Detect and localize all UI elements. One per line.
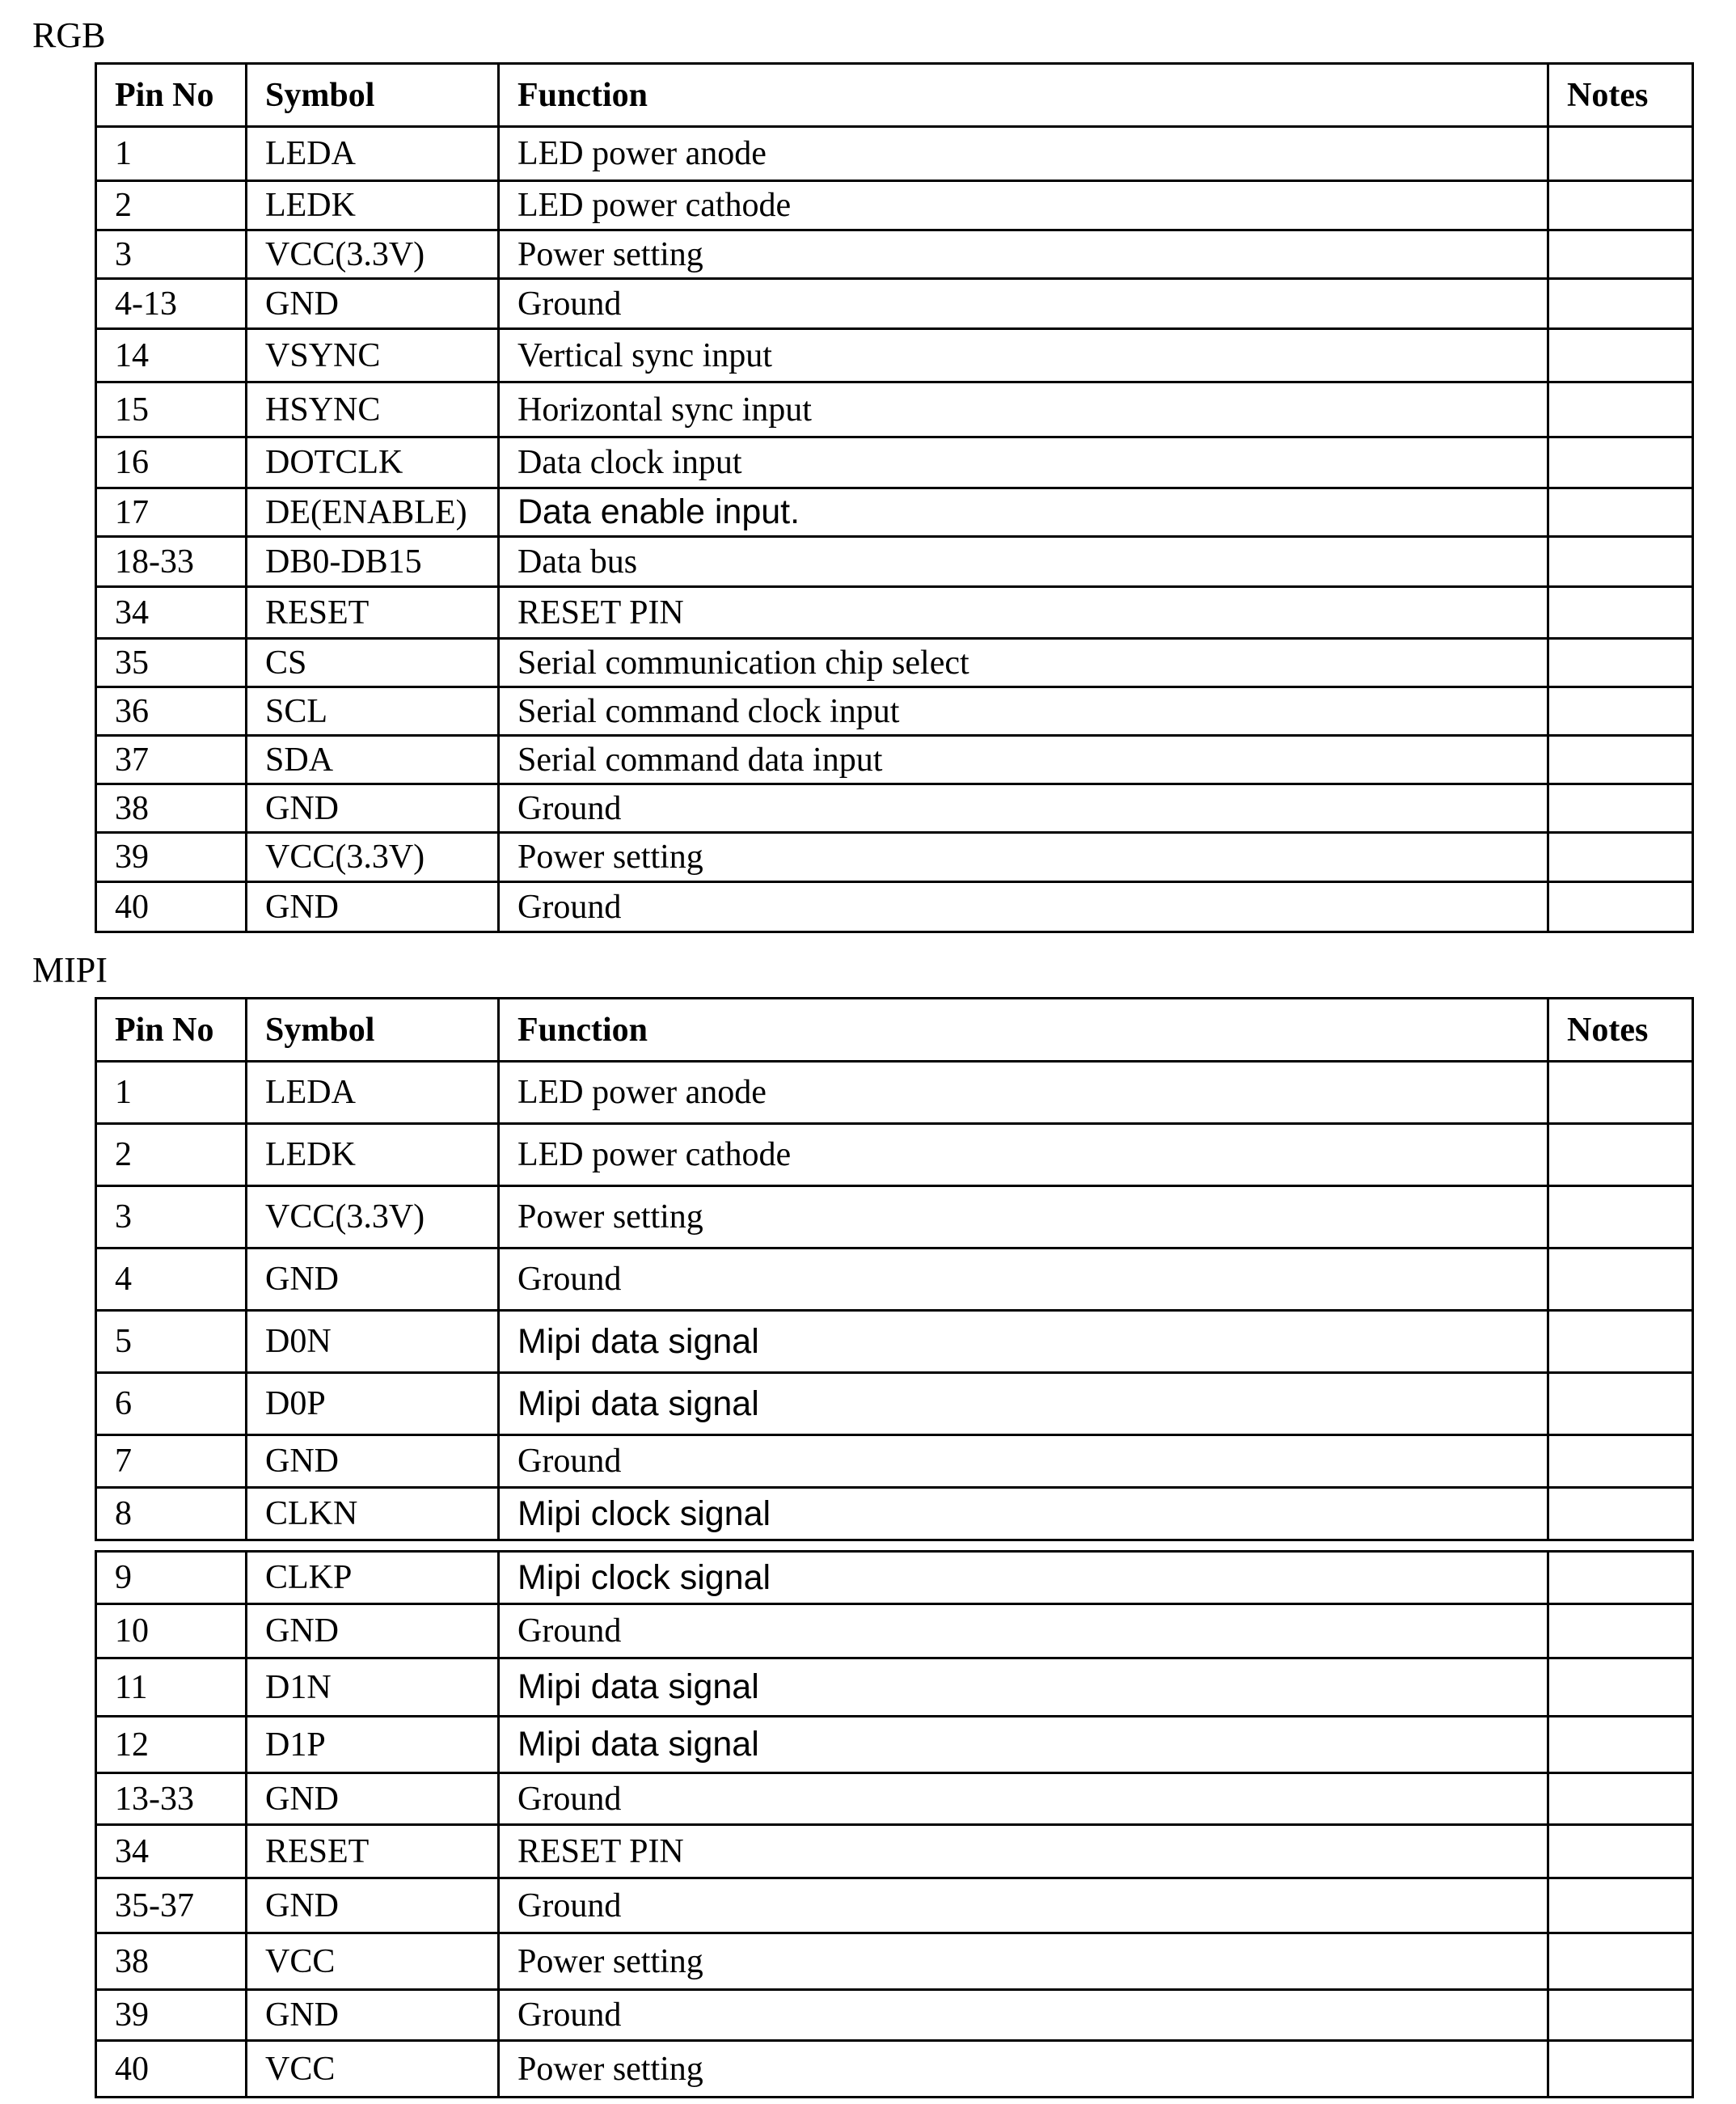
cell-pin: 34 [96, 1825, 247, 1878]
cell-pin: 2 [96, 1124, 247, 1186]
cell-symbol: D1P [247, 1717, 499, 1773]
col-header-symbol: Symbol [247, 64, 499, 127]
cell-function: Ground [499, 1248, 1548, 1311]
cell-function: LED power cathode [499, 181, 1548, 230]
table-row [96, 1773, 1693, 1825]
cell-pin: 4 [96, 1248, 247, 1311]
cell-notes [1548, 1717, 1693, 1773]
cell-pin: 7 [96, 1435, 247, 1488]
cell-notes [1548, 736, 1693, 784]
cell-symbol: DE(ENABLE) [247, 488, 499, 537]
cell-function: Ground [499, 784, 1548, 833]
table-row [96, 1311, 1693, 1373]
cell-symbol: LEDK [247, 1124, 499, 1186]
cell-notes [1548, 279, 1693, 329]
cell-function: Ground [499, 279, 1548, 329]
table-row [96, 1717, 1693, 1773]
cell-symbol: GND [247, 279, 499, 329]
table-header-row [96, 64, 1693, 127]
cell-function: Power setting [499, 2041, 1548, 2098]
mipi-table-body-continued [96, 1552, 1693, 2098]
cell-symbol: VCC [247, 1933, 499, 1990]
col-header-pin: Pin No [96, 64, 247, 127]
cell-pin: 40 [96, 2041, 247, 2098]
cell-notes [1548, 230, 1693, 279]
cell-pin: 17 [96, 488, 247, 537]
cell-function: Serial communication chip select [499, 639, 1548, 687]
cell-notes [1548, 1658, 1693, 1717]
cell-pin: 8 [96, 1488, 247, 1540]
col-header-symbol: Symbol [247, 999, 499, 1062]
cell-pin: 1 [96, 1062, 247, 1124]
mipi-section-title: MIPI [32, 950, 108, 990]
cell-notes [1548, 882, 1693, 932]
cell-notes [1548, 1933, 1693, 1990]
cell-pin: 37 [96, 736, 247, 784]
cell-function: Serial command clock input [499, 687, 1548, 736]
cell-symbol: GND [247, 1604, 499, 1658]
col-header-pin: Pin No [96, 999, 247, 1062]
cell-symbol: DOTCLK [247, 437, 499, 488]
cell-symbol: VCC(3.3V) [247, 230, 499, 279]
col-header-function: Function [499, 999, 1548, 1062]
table-row [96, 488, 1693, 537]
mipi-pin-table [95, 997, 1694, 1541]
table-row [96, 639, 1693, 687]
cell-symbol: RESET [247, 1825, 499, 1878]
cell-notes [1548, 1488, 1693, 1540]
rgb-table-body [96, 127, 1693, 932]
table-row [96, 382, 1693, 437]
cell-notes [1548, 537, 1693, 587]
cell-notes [1548, 1552, 1693, 1604]
cell-symbol: GND [247, 1435, 499, 1488]
table-row [96, 1124, 1693, 1186]
table-row [96, 1488, 1693, 1540]
cell-symbol: SDA [247, 736, 499, 784]
table-row [96, 1825, 1693, 1878]
cell-pin: 6 [96, 1373, 247, 1435]
cell-pin: 14 [96, 329, 247, 382]
cell-symbol: DB0-DB15 [247, 537, 499, 587]
cell-function: Mipi clock signal [499, 1552, 1548, 1604]
cell-symbol: HSYNC [247, 382, 499, 437]
cell-pin: 39 [96, 1990, 247, 2041]
cell-notes [1548, 1435, 1693, 1488]
rgb-pin-table [95, 62, 1694, 933]
cell-notes [1548, 833, 1693, 882]
cell-pin: 16 [96, 437, 247, 488]
cell-pin: 2 [96, 181, 247, 230]
cell-function: Data bus [499, 537, 1548, 587]
cell-symbol: D0N [247, 1311, 499, 1373]
cell-symbol: SCL [247, 687, 499, 736]
cell-function: Mipi data signal [499, 1311, 1548, 1373]
cell-notes [1548, 127, 1693, 181]
cell-notes [1548, 437, 1693, 488]
cell-function: Ground [499, 1878, 1548, 1933]
table-row [96, 127, 1693, 181]
cell-pin: 39 [96, 833, 247, 882]
cell-notes [1548, 639, 1693, 687]
cell-function: Mipi data signal [499, 1373, 1548, 1435]
cell-symbol: CLKP [247, 1552, 499, 1604]
cell-pin: 13-33 [96, 1773, 247, 1825]
cell-pin: 12 [96, 1717, 247, 1773]
table-row [96, 1878, 1693, 1933]
cell-pin: 40 [96, 882, 247, 932]
cell-pin: 15 [96, 382, 247, 437]
cell-notes [1548, 1825, 1693, 1878]
cell-notes [1548, 1604, 1693, 1658]
cell-notes [1548, 1878, 1693, 1933]
table-row [96, 1062, 1693, 1124]
cell-function: RESET PIN [499, 1825, 1548, 1878]
cell-function: Power setting [499, 1186, 1548, 1248]
table-row [96, 882, 1693, 932]
cell-notes [1548, 488, 1693, 537]
cell-symbol: GND [247, 882, 499, 932]
cell-symbol: D0P [247, 1373, 499, 1435]
cell-function: Mipi data signal [499, 1717, 1548, 1773]
cell-notes [1548, 687, 1693, 736]
cell-notes [1548, 1773, 1693, 1825]
table-row [96, 1552, 1693, 1604]
cell-function: Ground [499, 1990, 1548, 2041]
cell-function: Data clock input [499, 437, 1548, 488]
cell-pin: 38 [96, 784, 247, 833]
cell-pin: 35 [96, 639, 247, 687]
cell-notes [1548, 1186, 1693, 1248]
cell-function: RESET PIN [499, 587, 1548, 639]
cell-symbol: GND [247, 1248, 499, 1311]
table-row [96, 1658, 1693, 1717]
cell-notes [1548, 181, 1693, 230]
cell-function: LED power anode [499, 127, 1548, 181]
cell-pin: 3 [96, 1186, 247, 1248]
table-row [96, 2041, 1693, 2098]
table-row [96, 1373, 1693, 1435]
table-row [96, 1604, 1693, 1658]
cell-symbol: LEDA [247, 1062, 499, 1124]
cell-function: Ground [499, 882, 1548, 932]
col-header-notes: Notes [1548, 64, 1693, 127]
rgb-section-title: RGB [32, 15, 106, 55]
cell-symbol: GND [247, 1990, 499, 2041]
cell-function: LED power anode [499, 1062, 1548, 1124]
cell-symbol: CS [247, 639, 499, 687]
table-row [96, 1990, 1693, 2041]
cell-notes [1548, 1990, 1693, 2041]
cell-pin: 38 [96, 1933, 247, 1990]
cell-notes [1548, 1248, 1693, 1311]
cell-notes [1548, 784, 1693, 833]
table-row [96, 230, 1693, 279]
cell-pin: 11 [96, 1658, 247, 1717]
table-row [96, 437, 1693, 488]
cell-function: Ground [499, 1773, 1548, 1825]
cell-function: Power setting [499, 230, 1548, 279]
cell-symbol: GND [247, 1878, 499, 1933]
cell-notes [1548, 2041, 1693, 2098]
cell-pin: 10 [96, 1604, 247, 1658]
table-header-row [96, 999, 1693, 1062]
table-row [96, 1248, 1693, 1311]
cell-notes [1548, 382, 1693, 437]
cell-function: Power setting [499, 1933, 1548, 1990]
cell-notes [1548, 1124, 1693, 1186]
table-row [96, 1435, 1693, 1488]
cell-notes [1548, 329, 1693, 382]
table-row [96, 537, 1693, 587]
table-row [96, 329, 1693, 382]
cell-pin: 3 [96, 230, 247, 279]
cell-symbol: D1N [247, 1658, 499, 1717]
cell-pin: 18-33 [96, 537, 247, 587]
cell-symbol: VCC [247, 2041, 499, 2098]
table-row [96, 833, 1693, 882]
cell-pin: 9 [96, 1552, 247, 1604]
table-row [96, 279, 1693, 329]
cell-function: Mipi clock signal [499, 1488, 1548, 1540]
cell-function: Horizontal sync input [499, 382, 1548, 437]
cell-notes [1548, 1062, 1693, 1124]
table-row [96, 181, 1693, 230]
cell-function: Vertical sync input [499, 329, 1548, 382]
cell-symbol: RESET [247, 587, 499, 639]
cell-notes [1548, 587, 1693, 639]
table-row [96, 687, 1693, 736]
cell-function: Ground [499, 1604, 1548, 1658]
cell-function: Serial command data input [499, 736, 1548, 784]
cell-pin: 4-13 [96, 279, 247, 329]
cell-symbol: LEDK [247, 181, 499, 230]
table-row [96, 587, 1693, 639]
cell-function: Power setting [499, 833, 1548, 882]
cell-symbol: VSYNC [247, 329, 499, 382]
cell-symbol: LEDA [247, 127, 499, 181]
cell-pin: 1 [96, 127, 247, 181]
cell-notes [1548, 1311, 1693, 1373]
table-row [96, 736, 1693, 784]
cell-function: LED power cathode [499, 1124, 1548, 1186]
mipi-table-body [96, 1062, 1693, 1540]
cell-pin: 35-37 [96, 1878, 247, 1933]
cell-notes [1548, 1373, 1693, 1435]
cell-symbol: VCC(3.3V) [247, 833, 499, 882]
table-row [96, 784, 1693, 833]
cell-function: Ground [499, 1435, 1548, 1488]
cell-pin: 36 [96, 687, 247, 736]
cell-symbol: GND [247, 784, 499, 833]
cell-pin: 34 [96, 587, 247, 639]
cell-symbol: VCC(3.3V) [247, 1186, 499, 1248]
mipi-pin-table-continued [95, 1550, 1694, 2098]
cell-pin: 5 [96, 1311, 247, 1373]
cell-function: Mipi data signal [499, 1658, 1548, 1717]
table-row [96, 1933, 1693, 1990]
table-row [96, 1186, 1693, 1248]
col-header-function: Function [499, 64, 1548, 127]
cell-symbol: CLKN [247, 1488, 499, 1540]
cell-function: Data enable input. [499, 488, 1548, 537]
cell-symbol: GND [247, 1773, 499, 1825]
col-header-notes: Notes [1548, 999, 1693, 1062]
